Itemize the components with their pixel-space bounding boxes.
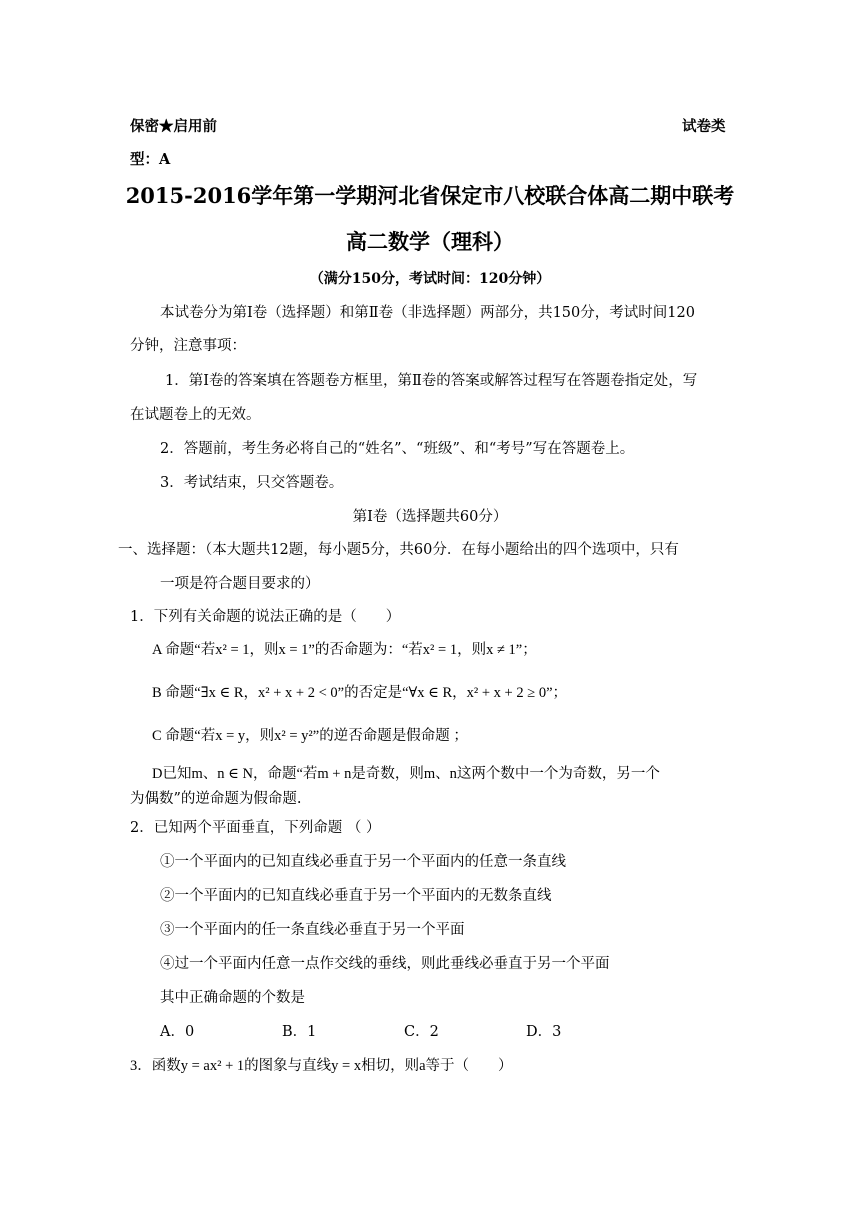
confidential-label: 保密★启用前 (130, 118, 217, 135)
q2-option-b: B．1 (282, 1024, 317, 1040)
note-1b: 在试题卷上的无效。 (130, 407, 261, 423)
q2-option-d: D．3 (526, 1024, 562, 1040)
exam-meta: （满分150分，考试时间：120分钟） (309, 271, 551, 287)
intro-line-1: 本试卷分为第Ⅰ卷（选择题）和第Ⅱ卷（非选择题）两部分，共150分，考试时间120 (160, 305, 695, 321)
section-heading-a: 一、选择题：（本大题共12题，每小题5分，共60分．在每小题给出的四个选项中，只有 (118, 542, 679, 558)
q1-option-c: C 命题“若x = y，则x² = y²”的逆否命题是假命题 ； (152, 728, 468, 744)
note-2: 2．答题前，考生务必将自己的“姓名”、“班级”、和“考号”写在答题卷上。 (160, 441, 635, 457)
section-heading-b: 一项是符合题目要求的） (160, 576, 320, 592)
q1-option-a: A 命题“若x² = 1，则x = 1”的否命题为：“若x² = 1，则x ≠ 1”； (152, 642, 537, 658)
paper-type-label: 试卷类 (682, 118, 726, 135)
subject-title: 高二数学（理科） (346, 229, 514, 254)
q2-statement-1: ①一个平面内的已知直线必垂直于另一个平面内的任意一条直线 (160, 854, 566, 870)
q3-stem: 3．函数y = ax² + 1的图象与直线y = x相切，则a等于（ ） (130, 1058, 513, 1074)
q1-option-b: B 命题“∃x ∈ R，x² + x + 2 < 0”的否定是“∀x ∈ R，x² + x + 2 ≥ 0”； (152, 685, 568, 701)
q2-option-a: A．0 (160, 1024, 195, 1040)
intro-line-2: 分钟，注意事项： (130, 338, 246, 354)
q2-option-c: C．2 (404, 1024, 439, 1040)
exam-title: 2015-2016学年第一学期河北省保定市八校联合体高二期中联考 (125, 183, 735, 208)
q2-stem: 2．已知两个平面垂直，下列命题 （ ） (130, 820, 381, 836)
q1-option-d-line1: D已知m、n ∈ N，命题“若m + n是奇数，则m、n这两个数中一个为奇数，另一个 (152, 766, 660, 782)
part1-title: 第Ⅰ卷（选择题共60分） (352, 509, 508, 525)
paper-type-value: 型：A (130, 151, 171, 168)
q2-question: 其中正确命题的个数是 (160, 990, 305, 1006)
q1-option-d-line2: 为偶数”的逆命题为假命题. (130, 791, 302, 807)
q2-statement-2: ②一个平面内的已知直线必垂直于另一个平面内的无数条直线 (160, 888, 552, 904)
q1-stem: 1．下列有关命题的说法正确的是（ ） (130, 609, 401, 625)
note-3: 3．考试结束，只交答题卷。 (160, 475, 344, 491)
q2-statement-4: ④过一个平面内任意一点作交线的垂线，则此垂线必垂直于另一个平面 (160, 956, 610, 972)
q2-statement-3: ③一个平面内的任一条直线必垂直于另一个平面 (160, 922, 465, 938)
note-1a: 1．第Ⅰ卷的答案填在答题卷方框里，第Ⅱ卷的答案或解答过程写在答题卷指定处，写 (165, 373, 698, 389)
